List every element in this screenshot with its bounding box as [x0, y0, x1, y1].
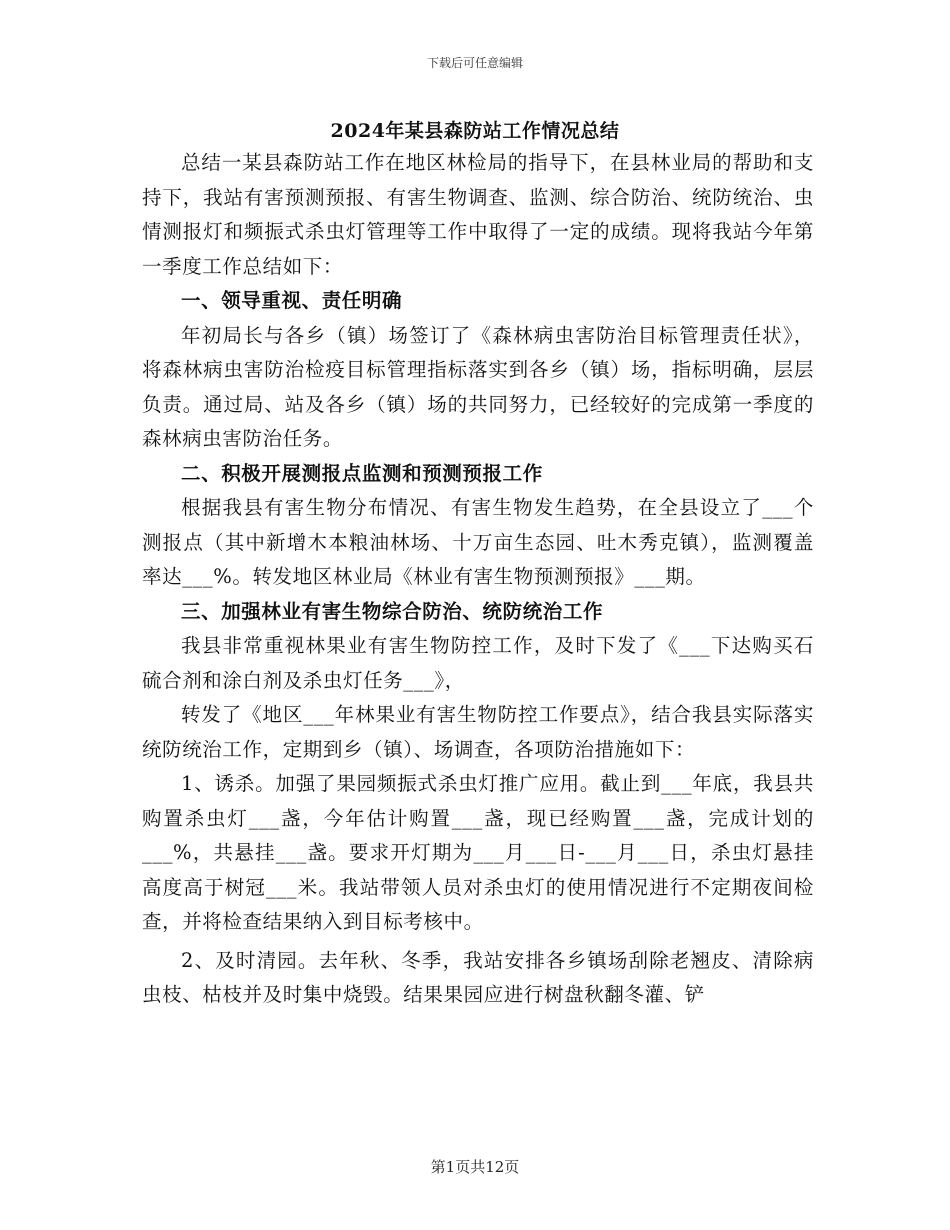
measure-1-paragraph: 1、诱杀。加强了果园频振式杀虫灯推广应用。截止到___年底，我县共购置杀虫灯___盏，今年估计购置___盏，现已经购置___盏，完成计划的___%，共悬挂___盏。要求开灯期为___月___日-___月___日，杀虫灯悬挂高度高于树冠___米。我站带领人员对杀虫灯的使用情况进行不定期夜间检查，并将检查结果纳入到目标考核中。 [142, 772, 814, 933]
section-heading-2: 二、积极开展测报点监测和预测预报工作 [181, 461, 543, 485]
section-2-paragraph: 根据我县有害生物分布情况、有害生物发生趋势，在全县设立了___个测报点（其中新增木本粮油林场、十万亩生态园、吐木秀克镇），监测覆盖率达___%。转发地区林业局《林业有害生物预测预报》___期。 [142, 496, 814, 588]
section-heading-1: 一、领导重视、责任明确 [181, 289, 403, 312]
intro-paragraph: 总结一某县森防站工作在地区林检局的指导下，在县林业局的帮助和支持下，我站有害预测预报、有害生物调查、监测、综合防治、统防统治、虫情测报灯和频振式杀虫灯管理等工作中取得了一定的成绩。现将我站今年第一季度工作总结如下： [142, 151, 814, 278]
header-note: 下载后可任意编辑 [426, 56, 523, 70]
page-number: 第1页共12页 [430, 1158, 520, 1176]
measure-2-paragraph: 2、及时清园。去年秋、冬季，我站安排各乡镇场刮除老翘皮、清除病虫枝、枯枝并及时集中烧毁。结果果园应进行树盘秋翻冬灌、铲 [142, 948, 814, 1006]
document-body [142, 146, 814, 1013]
section-3-paragraph-2: 转发了《地区___年林果业有害生物防控工作要点》，结合我县实际落实统防统治工作，定期到乡（镇）、场调查，各项防治措施如下： [142, 703, 814, 761]
section-3-paragraph-1: 我县非常重视林果业有害生物防控工作，及时下发了《___下达购买石硫合剂和涂白剂及杀虫灯任务___》， [142, 634, 814, 692]
section-heading-3: 三、加强林业有害生物综合防治、统防统治工作 [181, 599, 604, 623]
document-title: 2024年某县森防站工作情况总结 [330, 120, 620, 142]
section-1-paragraph: 年初局长与各乡（镇）场签订了《森林病虫害防治目标管理责任状》，将森林病虫害防治检疫目标管理指标落实到各乡（镇）场，指标明确，层层负责。通过局、站及各乡（镇）场的共同努力，已经较好的完成第一季度的森林病虫害防治任务。 [142, 323, 814, 450]
